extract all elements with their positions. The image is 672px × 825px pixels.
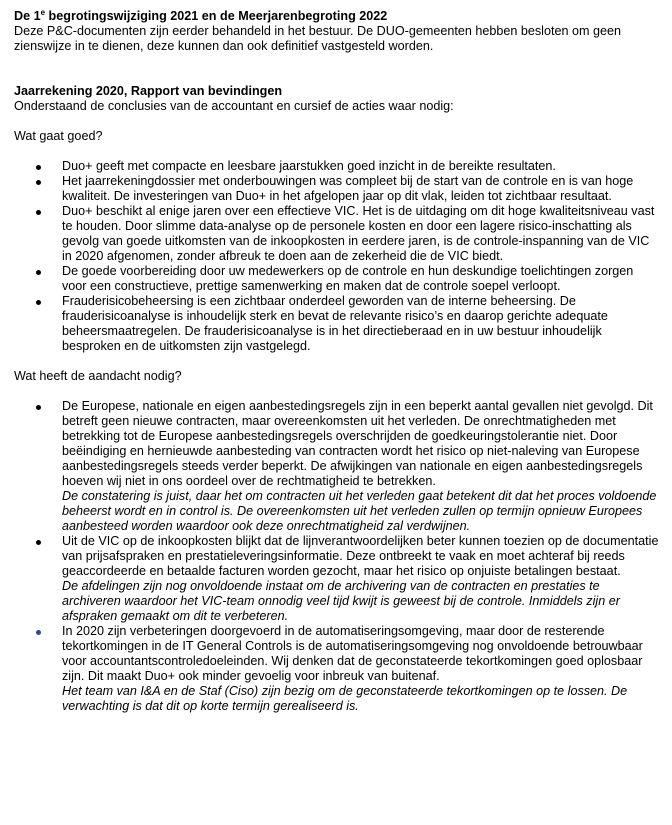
attention-heading: Wat heeft de aandacht nodig? (14, 369, 182, 383)
bullet-icon (36, 300, 41, 305)
attention-list (14, 399, 659, 714)
bullet-icon (36, 630, 41, 635)
bullet-icon (36, 180, 41, 185)
action-note: Het team van I&A en de Staf (Ciso) zijn bezig om de geconstateerde tekortkomingen op te lossen. De verwachting is dat dit op korte termijn gerealiseerd is. (62, 684, 628, 713)
action-note: De afdelingen zijn nog onvoldoende instaat om de archivering van de contracten en prestaties te archiveren waardoor het VIC-team onnodig veel tijd kwijt is geweest bij de controle. Inmiddels zijn er afspraken gemaakt om dit te verbeteren. (62, 579, 620, 623)
section-intro: Onderstaand de conclusies van de accountant en cursief de acties waar nodig: (14, 99, 454, 113)
attention-list-item: Uit de VIC op de inkoopkosten blijkt dat de lijnverantwoordelijken beter kunnen toezien op de documentatie van prijsafspraken en prestatieleveringsinformatie. Deze ontbreekt te vaak en moet achteraf bij reeds geaccordeerde en betaalde facturen worden gezocht, maar het risico op onjuiste betalingen bestaat. De afdelingen zijn nog onvoldoende instaat om de archivering van de contracten en prestaties te archiveren waardoor het VIC-team onnodig veel tijd kwijt is geweest bij de controle. Inmiddels zijn er afspraken gemaakt om dit te verbeteren. (14, 534, 659, 624)
good-list-item: De goede voorbereiding door uw medewerkers op de controle en hun deskundige toelichtingen zorgen voor een constructieve, prettige samenwerking en maken dat de controle soepel verloopt. (14, 264, 659, 294)
good-list-item: Duo+ beschikt al enige jaren over een effectieve VIC. Het is de uitdaging om dit hoge kwaliteitsniveau vast te houden. Door slimme data-analyse op de personele kosten en door een lagere risico-inschatting als gevolg van goede uitkomsten van de inkoopkosten in eerdere jaren, is de controle-inspanning van de VIC in 2020 afgenomen, zonder afbreuk te doen aan de zekerheid die de VIC biedt. (14, 204, 659, 264)
section-title-budget-amendment: De 1e begrotingswijziging 2021 en de Meerjarenbegroting 2022 (14, 8, 388, 23)
attention-list-item: De Europese, nationale en eigen aanbestedingsregels zijn in een beperkt aantal gevallen niet gevolgd. Dit betreft geen nieuwe contracten, maar overeenkomsten uit het verleden. De onrechtmatigheden met betrekking tot de Europese aanbestedingsregels overschrijden de goedkeuringstolerantie niet. Door beëindiging en hernieuwde aanbesteding van contracten wordt het risico op niet-naleving van Europese aanbestedingsregels steeds verder beperkt. De afwijkingen van nationale en eigen aanbestedingsregels hoeven wij niet in ons oordeel over de rechtmatigheid te betrekken. De constatering is juist, daar het om contracten uit het verleden gaat betekent dit dat het proces voldoende beheerst wordt en in control is. De overeenkomsten uit het verleden zullen op termijn opnieuw Europees aanbesteed worden waardoor ook deze onrechtmatigheid zal verdwijnen. (14, 399, 659, 534)
good-list-item: Frauderisicobeheersing is een zichtbaar onderdeel geworden van de interne beheersing. De frauderisicoanalyse is inhoudelijk sterk en bevat de relevante risico’s en daarop gerichte adequate beheersmaatregelen. De frauderisicoanalyse is in het directieberaad en in uw bestuur inhoudelijk besproken en de uitkomsten zijn vastgelegd. (14, 294, 659, 354)
bullet-icon (36, 270, 41, 275)
document-page (14, 9, 659, 714)
section-title-annual-report: Jaarrekening 2020, Rapport van bevindingen (14, 84, 283, 98)
bullet-icon (36, 210, 41, 215)
section-body-budget-amendment: Deze P&C-documenten zijn eerder behandeld in het bestuur. De DUO-gemeenten hebben besloten om geen zienswijze in te dienen, deze kunnen dan ook definitief vastgesteld worden. (14, 24, 621, 53)
bullet-icon (36, 405, 41, 410)
good-list-item: Het jaarrekeningdossier met onderbouwingen was compleet bij de start van de controle en is van hoge kwaliteit. De investeringen van Duo+ in het afgelopen jaar op dit vlak, leiden tot zichtbaar resultaat. (14, 174, 659, 204)
good-heading: Wat gaat goed? (14, 129, 103, 143)
good-list (14, 159, 659, 354)
bullet-icon (36, 165, 41, 170)
attention-list-item: In 2020 zijn verbeteringen doorgevoerd in de automatiseringsomgeving, maar door de resterende tekortkomingen in de IT General Controls is de automatiseringsomgeving nog onvoldoende betrouwbaar voor accountantscontroledoeleinden. Wij denken dat de geconstateerde tekortkomingen goed oplosbaar zijn. Dit maakt Duo+ ook minder gevoelig voor inbreuk van buitenaf. Het team van I&A en de Staf (Ciso) zijn bezig om de geconstateerde tekortkomingen op te lossen. De verwachting is dat dit op korte termijn gerealiseerd is. (14, 624, 659, 714)
bullet-icon (36, 540, 41, 545)
good-list-item: Duo+ geeft met compacte en leesbare jaarstukken goed inzicht in de bereikte resultaten. (14, 159, 659, 174)
action-note: De constatering is juist, daar het om contracten uit het verleden gaat betekent dit dat het proces voldoende beheerst wordt en in control is. De overeenkomsten uit het verleden zullen op termijn opnieuw Europees aanbesteed worden waardoor ook deze onrechtmatigheid zal verdwijnen. (62, 489, 657, 533)
